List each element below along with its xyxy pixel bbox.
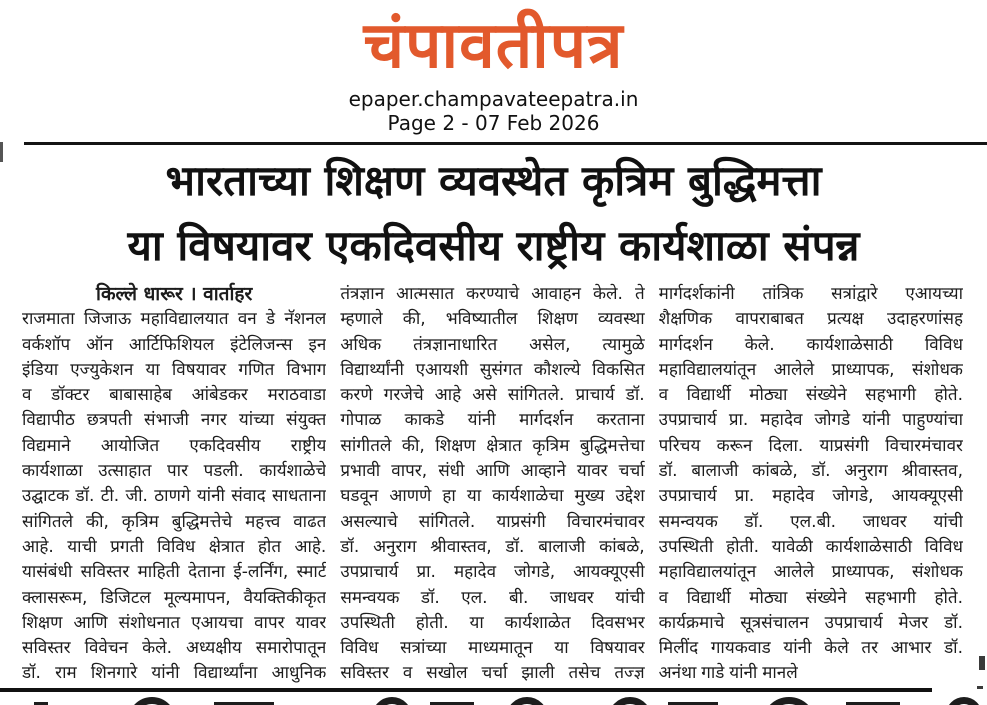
body-text-line: उपस्थिती होती. या कार्यशाळेत दिवसभर [340,612,645,633]
body-text-line: मार्गदर्शकांनी तांत्रिक सत्रांद्वारे एआयच्या [658,284,963,304]
body-text-line: घडवून आणणे हा या कार्यशाळेचा मुख्य उद्देश [340,486,645,507]
body-text-line: डॉ. अनुराग श्रीवास्तव, डॉ. बालाजी कांबळे, [340,536,645,557]
body-text-line: विद्यापीठ छत्रपती संभाजी नगर यांच्या संयुक्त [22,410,327,431]
headline-line-1: भारताच्या शिक्षण व्यवस्थेत कृत्रिम बुद्धिमत्ता [165,156,822,205]
body-text-line: कार्यक्रमाचे सूत्रसंचालन उपप्राचार्य मेजर डॉ. [658,612,963,633]
article-body [0,278,987,687]
body-text-line: विद्यार्थ्यांनी एआयशी सुसंगत कौशल्ये विकसित [340,359,645,380]
body-text-line: प्रभावी वापर, संधी आणि आव्हाने यावर चर्चा [340,461,645,482]
body-text-line: उपप्राचार्य प्रा. महादेव जोगडे यांनी पाहुण्यांचा [658,410,963,431]
body-text-line: मार्गदर्शन केले. कार्यशाळेसाठी विविध [658,334,963,355]
body-text-line: समन्वयक डॉ. एल. बी. जाधवर यांची [340,587,645,608]
page-edge-artifact [0,142,3,162]
body-text-line: व विद्यार्थी मोठ्या संख्येने सहभागी होते. [658,587,963,608]
body-text-line: कार्यशाळा उत्साहात पार पडली. कार्यशाळेचे [22,461,327,482]
body-text-line: क्लासरूम, डिजिटल मूल्यमापन, वैयक्तिकीकृत [22,587,327,608]
body-text-line: तंत्रज्ञान आत्मसात करण्याचे आवाहन केले. ते [340,284,645,304]
byline: किल्ले धारूर । वार्ताहर [96,283,253,305]
body-text-line: करणे गरजेचे आहे असे सांगितले. प्राचार्य डॉ. [340,385,645,406]
body-text-line: महाविद्यालयांतून आलेले प्राध्यापक, संशोधक [658,562,963,583]
body-text-line: डॉ. राम शिनगारे यांनी विद्यार्थ्यांना आधुनिक [22,663,327,684]
body-text-line: विद्यमाने आयोजित एकदिवसीय राष्ट्रीय [22,435,327,456]
body-text-line: उपस्थिती होती. यावेळी कार्यशाळेसाठी विविध [658,536,963,557]
body-column-3 [659,282,963,687]
body-column-2 [340,282,644,687]
newspaper-title: चंपावतीपत्र [363,9,624,83]
body-text-line: सविस्तर विवेचन केले. अध्यक्षीय समारोपातून [22,638,327,659]
body-text-line: व विद्यार्थी मोठ्या संख्येने सहभागी होते. [658,385,963,406]
epaper-url: epaper.champavateepatra.in [348,87,639,111]
page-number-date: Page 2 - 07 Feb 2026 [387,111,600,135]
body-text-line: अधिक तंत्रज्ञानाधारित असेल, त्यामुळे [340,334,645,355]
body-text-line: शिक्षण आणि संशोधनात एआयचा वापर यावर [22,612,327,633]
body-text-line: इंडिया एज्युकेशन या विषयावर गणित विभाग [22,359,327,380]
body-text-line: उद्घाटक डॉ. टी. जी. ठाणगे यांनी संवाद साधताना [22,486,327,507]
body-column-1 [22,282,326,687]
body-text-line: वर्कशॉप ऑन आर्टिफिशियल इंटेलिजन्स इन [22,334,327,355]
body-text-line: उपप्राचार्य प्रा. महादेव जोगडे, आयक्यूएसी [340,562,645,583]
body-text-line: गोपाळ काकडे यांनी मार्गदर्शन करताना [340,410,645,431]
body-text-line: परिचय करून दिला. याप्रसंगी विचारमंचावर [658,435,963,456]
body-text-line: यासंबंधी सविस्तर माहिती देताना ई-लर्निंग, स्मार्ट [22,562,327,583]
body-text-line: शैक्षणिक वापराबाबत प्रत्यक्ष उदाहरणांसह [658,309,963,330]
body-text-line: व डॉक्टर बाबासाहेब आंबेडकर मराठवाडा [22,385,327,406]
body-text-line: मिलींद गायकवाड यांनी केले तर आभार डॉ. [658,638,963,659]
body-text-line: आहे. याची प्रगती विविध क्षेत्रात होत आहे. [22,536,327,557]
body-text-line: सांगीतले की, शिक्षण क्षेत्रात कृत्रिम बुद्धिमत्तेचा [340,435,645,456]
body-text-line: अनंथा गाडे यांनी मानले [658,663,798,684]
bottom-divider [0,688,932,692]
body-text-line: राजमाता जिजाऊ महाविद्यालयात वन डे नॅशनल [22,309,327,330]
cutoff-next-article-text [0,695,987,705]
article-headline [0,145,987,278]
body-text-line: महाविद्यालयांतून आलेले प्राध्यापक, संशोधक [658,359,963,380]
masthead [0,0,987,135]
body-text-line: डॉ. बालाजी कांबळे, डॉ. अनुराग श्रीवास्तव, [658,461,963,482]
body-text-line: विविध सत्रांच्या माध्यमातून या विषयावर [340,638,645,659]
body-text-line: सविस्तर व सखोल चर्चा झाली तसेच तज्ज्ञ [340,663,645,684]
headline-line-2: या विषयावर एकदिवसीय राष्ट्रीय कार्यशाळा संपन्न [127,221,860,270]
body-text-line: म्हणाले की, भविष्यातील शिक्षण व्यवस्था [340,309,645,330]
body-text-line: असल्याचे सांगितले. याप्रसंगी विचारमंचावर [340,511,645,532]
page-edge-artifact [977,560,987,700]
body-text-line: उपप्राचार्य प्रा. महादेव जोगडे, आयक्यूएसी [658,486,963,507]
body-text-line: सांगितले की, कृत्रिम बुद्धिमत्तेचे महत्त्व वाढत [22,511,327,532]
body-text-line: समन्वयक डॉ. एल.बी. जाधवर यांची [658,511,963,532]
